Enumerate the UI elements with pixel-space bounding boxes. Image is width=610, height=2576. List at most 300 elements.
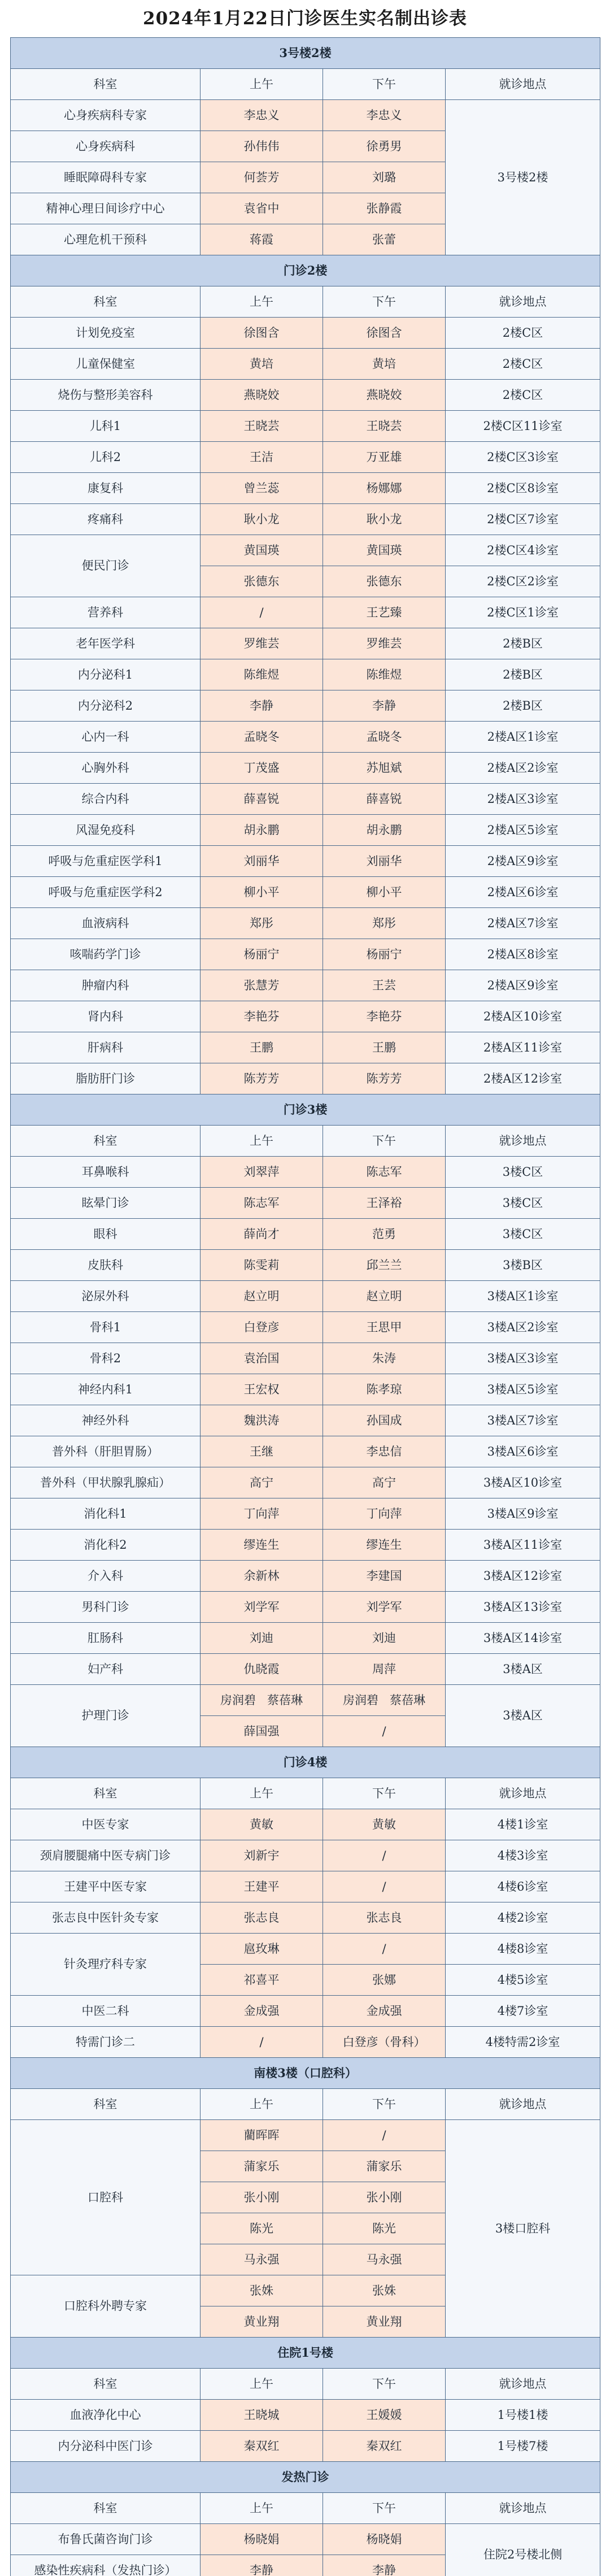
- afternoon-doctor-cell: 李艳芬: [323, 1001, 446, 1032]
- morning-doctor-cell: 薛尚才: [201, 1219, 323, 1250]
- location-cell: 2楼A区5诊室: [446, 815, 600, 846]
- afternoon-doctor-cell: 陈志军: [323, 1157, 446, 1188]
- morning-doctor-cell: 余新林: [201, 1561, 323, 1592]
- location-cell: 2楼A区11诊室: [446, 1032, 600, 1063]
- department-cell: 王建平中医专家: [11, 1871, 201, 1902]
- table-row: [11, 1219, 600, 1250]
- morning-doctor-cell: 王鹏: [201, 1032, 323, 1063]
- department-cell: 儿童保健室: [11, 349, 201, 380]
- header-afternoon: 下午: [323, 69, 446, 100]
- location-cell: 2楼A区7诊室: [446, 908, 600, 939]
- afternoon-doctor-cell: 刘璐: [323, 162, 446, 193]
- location-cell: 2楼C区3诊室: [446, 442, 600, 473]
- afternoon-doctor-cell: 胡永鹏: [323, 815, 446, 846]
- afternoon-doctor-cell: 刘丽华: [323, 846, 446, 877]
- afternoon-doctor-cell: 蒲家乐: [323, 2151, 446, 2182]
- afternoon-doctor-cell: 万亚雄: [323, 442, 446, 473]
- table-row: [11, 628, 600, 659]
- department-cell: 儿科2: [11, 442, 201, 473]
- morning-doctor-cell: 薛国强: [201, 1716, 323, 1747]
- department-cell: 血液净化中心: [11, 2400, 201, 2431]
- afternoon-doctor-cell: 李忠义: [323, 100, 446, 131]
- afternoon-doctor-cell: 白登彦（骨科）: [323, 2027, 446, 2058]
- table-row: [11, 2120, 600, 2151]
- table-row: [11, 908, 600, 939]
- department-cell: 颈肩腰腿痛中医专病门诊: [11, 1840, 201, 1871]
- location-cell: 2楼A区3诊室: [446, 784, 600, 815]
- afternoon-doctor-cell: 陈芳芳: [323, 1063, 446, 1094]
- department-cell: 消化科2: [11, 1530, 201, 1561]
- section-title-row: [11, 38, 600, 69]
- morning-doctor-cell: 陈雯莉: [201, 1250, 323, 1281]
- morning-doctor-cell: 李静: [201, 2555, 323, 2576]
- afternoon-doctor-cell: 高宁: [323, 1467, 446, 1498]
- header-morning: 上午: [201, 2089, 323, 2120]
- location-cell: 3楼A区: [446, 1654, 600, 1685]
- afternoon-doctor-cell: 黄业翔: [323, 2306, 446, 2338]
- location-cell: 2楼A区10诊室: [446, 1001, 600, 1032]
- morning-doctor-cell: 黄国瑛: [201, 535, 323, 566]
- afternoon-doctor-cell: 丁向萍: [323, 1498, 446, 1530]
- header-afternoon: 下午: [323, 2369, 446, 2400]
- location-cell: 3楼C区: [446, 1219, 600, 1250]
- table-row: [11, 1343, 600, 1374]
- morning-doctor-cell: 蒲家乐: [201, 2151, 323, 2182]
- location-cell: 3楼C区: [446, 1157, 600, 1188]
- department-cell: 综合内科: [11, 784, 201, 815]
- department-cell: 营养科: [11, 597, 201, 628]
- department-cell: 针灸理疗科专家: [11, 1934, 201, 1996]
- afternoon-doctor-cell: 张德东: [323, 566, 446, 597]
- morning-doctor: 房润碧: [220, 1693, 256, 1707]
- location-cell: 2楼B区: [446, 690, 600, 722]
- afternoon-doctor-cell: 张娜: [323, 1965, 446, 1996]
- afternoon-doctor-cell: 杨晓娟: [323, 2524, 446, 2555]
- morning-doctor-cell: 李忠义: [201, 100, 323, 131]
- department-cell: 中医专家: [11, 1809, 201, 1840]
- location-cell: 3号楼2楼: [446, 100, 600, 255]
- section-title: 住院1号楼: [11, 2338, 600, 2369]
- location-cell: 2楼A区9诊室: [446, 846, 600, 877]
- table-row: [11, 939, 600, 970]
- location-cell: 3楼A区2诊室: [446, 1312, 600, 1343]
- afternoon-doctor-cell: 金成强: [323, 1996, 446, 2027]
- afternoon-doctor-cell: 王晓芸: [323, 411, 446, 442]
- morning-doctor-cell: 耿小龙: [201, 504, 323, 535]
- table-row: [11, 535, 600, 566]
- table-row: [11, 2431, 600, 2462]
- header-location: 就诊地点: [446, 2493, 600, 2524]
- department-cell: 神经外科: [11, 1405, 201, 1436]
- location-cell: 3楼B区: [446, 1250, 600, 1281]
- department-cell: 儿科1: [11, 411, 201, 442]
- header-afternoon: 下午: [323, 1778, 446, 1809]
- morning-doctor-cell: 刘翠萍: [201, 1157, 323, 1188]
- location-cell: 住院2号楼北侧: [446, 2524, 600, 2576]
- location-cell: 2楼B区: [446, 659, 600, 690]
- afternoon-doctor-cell: 张志良: [323, 1902, 446, 1934]
- afternoon-doctor-cell: /: [323, 1716, 446, 1747]
- table-row: [11, 504, 600, 535]
- afternoon-doctor-cell: 耿小龙: [323, 504, 446, 535]
- table-row: [11, 1188, 600, 1219]
- table-row: [11, 1871, 600, 1902]
- morning-doctor-cell: 袁治国: [201, 1343, 323, 1374]
- morning-doctor-cell: 仇晓霞: [201, 1654, 323, 1685]
- department-cell: 男科门诊: [11, 1592, 201, 1623]
- morning-doctor-cell: 陈志军: [201, 1188, 323, 1219]
- department-cell: 普外科（甲状腺乳腺疝）: [11, 1467, 201, 1498]
- section-title-row: [11, 2338, 600, 2369]
- afternoon-doctor-cell: 苏旭斌: [323, 753, 446, 784]
- table-row: [11, 1809, 600, 1840]
- morning-doctor-cell: 陈芳芳: [201, 1063, 323, 1094]
- department-cell: 肝病科: [11, 1032, 201, 1063]
- location-cell: 3楼A区1诊室: [446, 1281, 600, 1312]
- schedule-table: [10, 37, 600, 2576]
- department-cell: 耳鼻喉科: [11, 1157, 201, 1188]
- morning-doctor-cell: 郑彤: [201, 908, 323, 939]
- morning-doctor-cell: 胡永鹏: [201, 815, 323, 846]
- location-cell: 2楼A区1诊室: [446, 722, 600, 753]
- afternoon-doctor-cell: 张姝: [323, 2275, 446, 2306]
- morning-doctor-cell: 张慧芳: [201, 970, 323, 1001]
- afternoon-doctor-cell: 陈光: [323, 2213, 446, 2244]
- table-row: [11, 1561, 600, 1592]
- table-row: [11, 1498, 600, 1530]
- table-row: [11, 784, 600, 815]
- afternoon-doctor-cell: /: [323, 2120, 446, 2151]
- table-row: [11, 877, 600, 908]
- afternoon-doctor-cell: 黄敏: [323, 1809, 446, 1840]
- afternoon-doctor-cell: 王鹏: [323, 1032, 446, 1063]
- morning-doctor-cell: 刘丽华: [201, 846, 323, 877]
- morning-doctor-cell: 黄培: [201, 349, 323, 380]
- morning-doctor-cell: 缪连生: [201, 1530, 323, 1561]
- location-cell: 4楼7诊室: [446, 1996, 600, 2027]
- department-cell: 感染性疾病科（发热门诊）: [11, 2555, 201, 2576]
- afternoon-doctor-cell: /: [323, 1871, 446, 1902]
- table-row: [11, 2524, 600, 2555]
- department-cell: 烧伤与整形美容科: [11, 380, 201, 411]
- morning-doctor-cell: 孟晓冬: [201, 722, 323, 753]
- afternoon-doctor-cell: 杨丽宁: [323, 939, 446, 970]
- table-row: [11, 1654, 600, 1685]
- department-cell: 内分泌科2: [11, 690, 201, 722]
- table-row: [11, 1996, 600, 2027]
- table-row: [11, 1436, 600, 1467]
- department-cell: 呼吸与危重症医学科1: [11, 846, 201, 877]
- department-cell: 脂肪肝门诊: [11, 1063, 201, 1094]
- afternoon-doctor-cell: 燕晓姣: [323, 380, 446, 411]
- afternoon-doctor-cell: 罗维芸: [323, 628, 446, 659]
- afternoon-doctor-cell: 张小刚: [323, 2182, 446, 2213]
- header-morning: 上午: [201, 1778, 323, 1809]
- morning-doctor-cell: 秦双红: [201, 2431, 323, 2462]
- department-cell: 心内一科: [11, 722, 201, 753]
- location-cell: 4楼8诊室: [446, 1934, 600, 1965]
- department-cell: 护理门诊: [11, 1685, 201, 1747]
- morning-doctor-cell: 张姝: [201, 2275, 323, 2306]
- morning-doctor-cell: 何荟芳: [201, 162, 323, 193]
- department-cell: 内分泌科1: [11, 659, 201, 690]
- morning-doctor-cell: 李艳芬: [201, 1001, 323, 1032]
- header-dept: 科室: [11, 2369, 201, 2400]
- location-cell: 3楼A区5诊室: [446, 1374, 600, 1405]
- location-cell: 3楼A区12诊室: [446, 1561, 600, 1592]
- morning-doctor-cell: 王晓芸: [201, 411, 323, 442]
- morning-doctor-cell: 藺晖晖: [201, 2120, 323, 2151]
- department-cell: 康复科: [11, 473, 201, 504]
- location-cell: 2楼A区8诊室: [446, 939, 600, 970]
- header-location: 就诊地点: [446, 1126, 600, 1157]
- location-cell: 2楼C区2诊室: [446, 566, 600, 597]
- table-row: [11, 1934, 600, 1965]
- morning-doctor-cell: 张小刚: [201, 2182, 323, 2213]
- department-cell: 睡眠障碍科专家: [11, 162, 201, 193]
- header-location: 就诊地点: [446, 286, 600, 318]
- header-location: 就诊地点: [446, 1778, 600, 1809]
- location-cell: 3楼C区: [446, 1188, 600, 1219]
- location-cell: 2楼C区1诊室: [446, 597, 600, 628]
- afternoon-doctor-cell: 马永强: [323, 2244, 446, 2275]
- morning-doctor-cell: 白登彦: [201, 1312, 323, 1343]
- afternoon-doctor-cell: 徐图含: [323, 318, 446, 349]
- morning-doctor-cell: 蒋霞: [201, 224, 323, 255]
- department-cell: 泌尿外科: [11, 1281, 201, 1312]
- afternoon-doctor-cell: /: [323, 1840, 446, 1871]
- location-cell: 1号楼1楼: [446, 2400, 600, 2431]
- table-row: [11, 100, 600, 131]
- morning-doctor-cell: 袁省中: [201, 193, 323, 224]
- location-cell: 2楼B区: [446, 628, 600, 659]
- department-cell: 口腔科: [11, 2120, 201, 2275]
- table-row: [11, 1592, 600, 1623]
- department-cell: 介入科: [11, 1561, 201, 1592]
- header-afternoon: 下午: [323, 286, 446, 318]
- header-dept: 科室: [11, 69, 201, 100]
- morning-doctor-cell: 魏洪涛: [201, 1405, 323, 1436]
- location-cell: 3楼A区9诊室: [446, 1498, 600, 1530]
- location-cell: 2楼C区8诊室: [446, 473, 600, 504]
- table-row: [11, 1281, 600, 1312]
- location-cell: 4楼6诊室: [446, 1871, 600, 1902]
- afternoon-doctor-cell: 王思甲: [323, 1312, 446, 1343]
- table-row: [11, 442, 600, 473]
- table-row: [11, 1374, 600, 1405]
- afternoon-doctor-cell: 缪连生: [323, 1530, 446, 1561]
- header-dept: 科室: [11, 1778, 201, 1809]
- afternoon-doctor-cell: 陈维煜: [323, 659, 446, 690]
- table-row: [11, 1467, 600, 1498]
- afternoon-doctor-cell: 黄国瑛: [323, 535, 446, 566]
- department-cell: 普外科（肝胆胃肠）: [11, 1436, 201, 1467]
- department-cell: 张志良中医针灸专家: [11, 1902, 201, 1934]
- section-title: 门诊3楼: [11, 1094, 600, 1126]
- department-cell: 眩晕门诊: [11, 1188, 201, 1219]
- afternoon-doctor-cell: 周萍: [323, 1654, 446, 1685]
- afternoon-doctor-cell: 张静霞: [323, 193, 446, 224]
- morning-doctor-cell: 张德东: [201, 566, 323, 597]
- location-cell: 2楼C区: [446, 318, 600, 349]
- morning-doctor-cell: 祁喜平: [201, 1965, 323, 1996]
- department-cell: 肿瘤内科: [11, 970, 201, 1001]
- morning-doctor-cell: 孙伟伟: [201, 131, 323, 162]
- afternoon-doctor-cell: 郑彤: [323, 908, 446, 939]
- afternoon-doctor-cell: 范勇: [323, 1219, 446, 1250]
- table-row: [11, 1685, 600, 1716]
- morning-doctor-cell: 张志良: [201, 1902, 323, 1934]
- header-row: [11, 2089, 600, 2120]
- table-row: [11, 753, 600, 784]
- department-cell: 眼科: [11, 1219, 201, 1250]
- morning-doctor-cell: [201, 1685, 323, 1716]
- department-cell: 计划免疫室: [11, 318, 201, 349]
- table-row: [11, 1001, 600, 1032]
- department-cell: 风湿免疫科: [11, 815, 201, 846]
- table-row: [11, 2400, 600, 2431]
- morning-doctor-cell: 金成强: [201, 1996, 323, 2027]
- afternoon-doctor: 蔡蓓琳: [390, 1693, 425, 1707]
- location-cell: 3楼A区3诊室: [446, 1343, 600, 1374]
- location-cell: 3楼A区13诊室: [446, 1592, 600, 1623]
- morning-doctor-cell: /: [201, 2027, 323, 2058]
- afternoon-doctor-cell: 柳小平: [323, 877, 446, 908]
- department-cell: 中医二科: [11, 1996, 201, 2027]
- afternoon-doctor-cell: 黄培: [323, 349, 446, 380]
- location-cell: 2楼A区9诊室: [446, 970, 600, 1001]
- morning-doctor-cell: 杨晓娟: [201, 2524, 323, 2555]
- department-cell: 内分泌科中医门诊: [11, 2431, 201, 2462]
- morning-doctor-cell: 曾兰蕊: [201, 473, 323, 504]
- table-row: [11, 1530, 600, 1561]
- header-dept: 科室: [11, 1126, 201, 1157]
- department-cell: 心身疾病科: [11, 131, 201, 162]
- location-cell: 2楼A区6诊室: [446, 877, 600, 908]
- header-row: [11, 69, 600, 100]
- morning-doctor-cell: 刘学军: [201, 1592, 323, 1623]
- location-cell: 2楼A区12诊室: [446, 1063, 600, 1094]
- afternoon-doctor-cell: [323, 1685, 446, 1716]
- section-title: 发热门诊: [11, 2462, 600, 2493]
- table-row: [11, 722, 600, 753]
- table-row: [11, 1623, 600, 1654]
- location-cell: 2楼C区11诊室: [446, 411, 600, 442]
- table-row: [11, 473, 600, 504]
- afternoon-doctor-cell: 薛喜锐: [323, 784, 446, 815]
- document-title: 2024年1月22日门诊医生实名制出诊表: [143, 8, 467, 29]
- table-row: [11, 1902, 600, 1934]
- afternoon-doctor-cell: 秦双红: [323, 2431, 446, 2462]
- department-cell: 呼吸与危重症医学科2: [11, 877, 201, 908]
- afternoon-doctor-cell: 王泽裕: [323, 1188, 446, 1219]
- table-row: [11, 597, 600, 628]
- table-row: [11, 1250, 600, 1281]
- morning-doctor-cell: 丁茂盛: [201, 753, 323, 784]
- department-cell: 口腔科外聘专家: [11, 2275, 201, 2338]
- department-cell: 心胸外科: [11, 753, 201, 784]
- morning-doctor-cell: 燕晓姣: [201, 380, 323, 411]
- morning-doctor-cell: 刘迪: [201, 1623, 323, 1654]
- morning-doctor-cell: 丁向萍: [201, 1498, 323, 1530]
- header-row: [11, 1778, 600, 1809]
- table-row: [11, 411, 600, 442]
- morning-doctor: 蔡蓓琳: [267, 1693, 303, 1707]
- section-title-row: [11, 2058, 600, 2089]
- morning-doctor-cell: 陈光: [201, 2213, 323, 2244]
- section-title: 门诊2楼: [11, 255, 600, 286]
- department-cell: 妇产科: [11, 1654, 201, 1685]
- table-row: [11, 1405, 600, 1436]
- section-title-row: [11, 2462, 600, 2493]
- location-cell: 3楼A区14诊室: [446, 1623, 600, 1654]
- department-cell: 心身疾病科专家: [11, 100, 201, 131]
- location-cell: 3楼A区: [446, 1685, 600, 1747]
- header-morning: 上午: [201, 1126, 323, 1157]
- department-cell: 消化科1: [11, 1498, 201, 1530]
- location-cell: 4楼2诊室: [446, 1902, 600, 1934]
- afternoon-doctor-cell: 徐勇男: [323, 131, 446, 162]
- afternoon-doctor-cell: 李静: [323, 690, 446, 722]
- department-cell: 心理危机干预科: [11, 224, 201, 255]
- header-row: [11, 1126, 600, 1157]
- section-title: 南楼3楼（口腔科）: [11, 2058, 600, 2089]
- location-cell: 3楼A区10诊室: [446, 1467, 600, 1498]
- location-cell: 4楼1诊室: [446, 1809, 600, 1840]
- header-row: [11, 286, 600, 318]
- afternoon-doctor-cell: 陈孝琼: [323, 1374, 446, 1405]
- table-row: [11, 1032, 600, 1063]
- department-cell: 肾内科: [11, 1001, 201, 1032]
- afternoon-doctor-cell: /: [323, 1934, 446, 1965]
- department-cell: 布鲁氏菌咨询门诊: [11, 2524, 201, 2555]
- table-row: [11, 1840, 600, 1871]
- afternoon-doctor-cell: 孟晓冬: [323, 722, 446, 753]
- afternoon-doctor-cell: 朱涛: [323, 1343, 446, 1374]
- location-cell: 4楼5诊室: [446, 1965, 600, 1996]
- header-row: [11, 2493, 600, 2524]
- afternoon-doctor-cell: 李建国: [323, 1561, 446, 1592]
- afternoon-doctor-cell: 赵立明: [323, 1281, 446, 1312]
- afternoon-doctor-cell: 邱兰兰: [323, 1250, 446, 1281]
- department-cell: 皮肤科: [11, 1250, 201, 1281]
- table-row: [11, 380, 600, 411]
- department-cell: 咳喘药学门诊: [11, 939, 201, 970]
- header-dept: 科室: [11, 286, 201, 318]
- morning-doctor-cell: 王建平: [201, 1871, 323, 1902]
- table-row: [11, 690, 600, 722]
- morning-doctor-cell: 黄业翔: [201, 2306, 323, 2338]
- table-row: [11, 318, 600, 349]
- afternoon-doctor-cell: 杨娜娜: [323, 473, 446, 504]
- header-morning: 上午: [201, 2369, 323, 2400]
- morning-doctor-cell: 王洁: [201, 442, 323, 473]
- table-row: [11, 846, 600, 877]
- morning-doctor-cell: /: [201, 597, 323, 628]
- morning-doctor-cell: 王宏权: [201, 1374, 323, 1405]
- morning-doctor-cell: 柳小平: [201, 877, 323, 908]
- morning-doctor-cell: 薛喜锐: [201, 784, 323, 815]
- morning-doctor-cell: 徐图含: [201, 318, 323, 349]
- section-title-row: [11, 1747, 600, 1778]
- header-morning: 上午: [201, 286, 323, 318]
- table-row: [11, 1157, 600, 1188]
- morning-doctor-cell: 王继: [201, 1436, 323, 1467]
- afternoon-doctor-cell: 王芸: [323, 970, 446, 1001]
- location-cell: 4楼3诊室: [446, 1840, 600, 1871]
- morning-doctor-cell: 罗维芸: [201, 628, 323, 659]
- section-title: 门诊4楼: [11, 1747, 600, 1778]
